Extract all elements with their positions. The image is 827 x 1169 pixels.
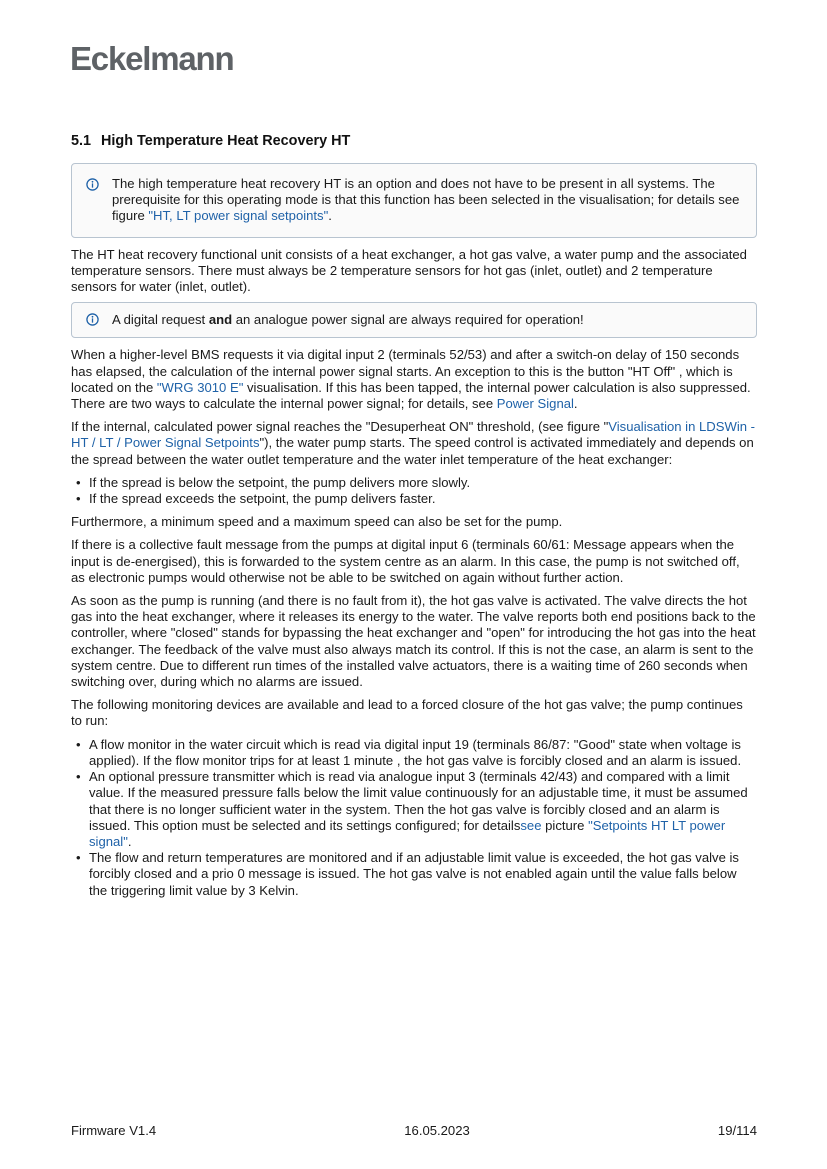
list-item: • If the spread exceeds the setpoint, the pump delivers faster.: [89, 491, 757, 507]
text: visualisation. If this has been tapped, the internal power calculation is also suppressed. There are two ways to calculate the internal power signal; for details, see: [71, 379, 751, 412]
document-body: [71, 163, 757, 906]
info-note-request-required: [71, 302, 757, 338]
page-footer: [71, 1123, 757, 1138]
link-visualisation-ldswin[interactable]: Visualisation in LDSWin - HT / LT / Power Signal Setpoints: [71, 419, 756, 451]
note-text: The high temperature heat recovery HT is an option and does not have to be present in all systems. The prerequisite for this operating mode is that this function has been selected in the visualisation; for details see figure: [112, 176, 740, 224]
note-text-end: .: [328, 208, 332, 224]
list-item-temperature-monitoring: • The flow and return temperatures are monitored and if an adjustable limit value is exceeded, the hot gas valve is forcibly closed and a prio 0 message is issued. The hot gas valve is not enabled again until the value falls below the triggering limit value by 3 Kelvin.: [89, 850, 757, 899]
list-item-pressure-transmitter: [89, 769, 757, 850]
info-icon: [86, 178, 99, 191]
info-icon: [86, 313, 99, 326]
monitoring-list: [71, 737, 757, 899]
text: An optional pressure transmitter which is read via analogue input 3 (terminals 42/43) and compared with a limit value. If the measured pressure falls below the limit value continuously for an adjustable time, it must be assumed that there is no longer sufficient water in the system. Then the hot gas valve is forcibly closed and an alarm is issued. This option must be selected and its settings configured; for details: [89, 769, 748, 833]
text: .: [573, 396, 578, 412]
link-power-signal[interactable]: Power Signal: [496, 396, 574, 412]
note-text-end: an analogue power signal are always required for operation!: [232, 312, 584, 328]
note-text: A digital request: [112, 312, 209, 328]
spread-list: [71, 475, 757, 507]
link-see[interactable]: see: [520, 817, 542, 833]
text: .: [127, 833, 132, 849]
link-setpoints-ht-lt-power-signal[interactable]: "Setpoints HT LT power signal": [89, 817, 726, 849]
text: "), the water pump starts. The speed control is activated immediately and depends on the spread between the water outlet temperature and the water inlet temperature of the heat exchanger:: [71, 435, 754, 467]
link-wrg-3010-e[interactable]: "WRG 3010 E": [156, 379, 244, 395]
info-note-ht-option: [71, 163, 757, 238]
eckelmann-logo: Eckelmann: [70, 40, 234, 77]
list-item: • If the spread is below the setpoint, the pump delivers more slowly.: [89, 475, 757, 491]
footer-date: 16.05.2023: [404, 1123, 470, 1138]
footer-page-number: 19/114: [717, 1123, 757, 1138]
paragraph-hot-gas-valve: As soon as the pump is running (and there is no fault from it), the hot gas valve is activated. The valve directs the hot gas into the heat exchanger, where it releases its energy to the water. The valve reports both end positions back to the controller, where "closed" stands for bypassing the heat exchanger and "open" for introducing the hot gas into the heat exchanger. The feedback of the valve must also always match its control. If this is not the case, an alarm is sent to the system centre. Due to different run times of the installed valve actuators, there is a waiting time of 260 seconds when switching over, during which no alarms are issued.: [71, 593, 756, 690]
note-bold-and: and: [208, 312, 233, 328]
text: picture: [541, 817, 589, 833]
paragraph-collective-fault: If there is a collective fault message from the pumps at digital input 6 (terminals 60/61: Message appears when the input is de-energised), this is forwarded to the system centre as an alarm. In this case, the pump is not switched off, as electronic pumps would otherwise not be able to be switched on again without further action.: [71, 537, 740, 585]
list-item-flow-monitor: • A flow monitor in the water circuit which is read via digital input 19 (terminals 86/87: "Good" state when voltage is applied). If the flow monitor trips for at least 1 minute , the hot gas valve is forcibly closed and an alarm is issued.: [89, 737, 757, 769]
paragraph-min-max-speed: Furthermore, a minimum speed and a maximum speed can also be set for the pump.: [71, 514, 563, 530]
footer-firmware: Firmware V1.4: [71, 1123, 157, 1138]
text: When a higher-level BMS requests it via digital input 2 (terminals 52/53) and after a switch-on delay of 150 seconds has elapsed, the calculation of the internal power signal starts. An exception to this is the button "HT Off" , which is located on the: [71, 347, 740, 395]
link-ht-lt-power-signal-setpoints[interactable]: "HT, LT power signal setpoints": [148, 208, 329, 224]
text: If the internal, calculated power signal reaches the "Desuperheat ON" threshold, (see figure ": [71, 419, 609, 435]
section-title: High Temperature Heat Recovery HT: [101, 133, 351, 149]
paragraph-bms-request: [71, 347, 757, 412]
paragraph-monitoring-intro: The following monitoring devices are available and lead to a forced closure of the hot gas valve; the pump continues to run:: [71, 697, 743, 729]
section-heading: [71, 133, 350, 149]
section-number: 5.1: [71, 133, 92, 149]
paragraph-unit-description: The HT heat recovery functional unit consists of a heat exchanger, a hot gas valve, a water pump and the associated temperature sensors. There must always be 2 temperature sensors for hot gas (inlet, outlet) and 2 temperature sensors for water (inlet, outlet).: [71, 246, 747, 295]
paragraph-desuperheat: [71, 419, 757, 468]
